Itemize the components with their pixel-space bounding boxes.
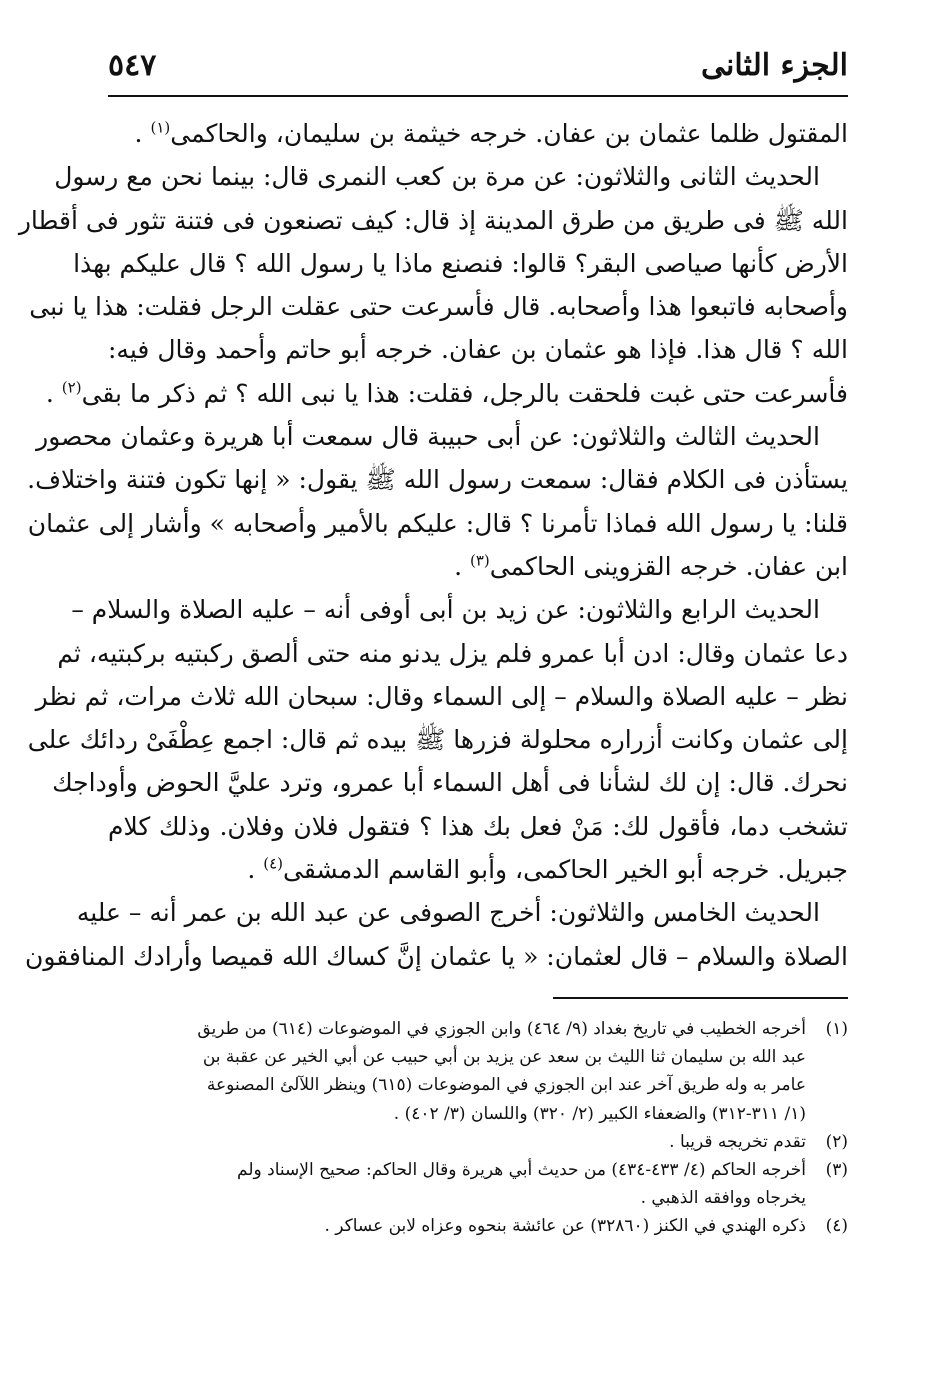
footnote-separator [553, 997, 848, 999]
footnote-text: تقدم تخريجه قريبا . [669, 1131, 806, 1152]
page-number: ٥٤٧ [108, 48, 157, 83]
text-line: تشخب دما، فأقول لك: مَنْ فعل بك هذا ؟ فتقول فلان وفلان. وذلك كلام [108, 811, 848, 841]
text-line: نظر – عليه الصلاة والسلام – إلى السماء وقال: سبحان الله ثلاث مرات، ثم نظر [35, 681, 848, 711]
footnote-ref: (٤) [263, 854, 284, 873]
footnote-4 [108, 1212, 848, 1240]
footnote-text: أخرجه الحاكم (٤/ ٤٣٣-٤٣٤) من حديث أبي هريرة وقال الحاكم: صحيح الإسناد ولم يخرجاه ووافقه الذهبي . [237, 1160, 806, 1209]
footnote-3 [108, 1156, 848, 1212]
text-line: الله ﷺ فى طريق من طرق المدينة إذ قال: كيف تصنعون فى فتنة تثور فى أقطار [18, 205, 848, 235]
text-line: دعا عثمان وقال: ادن أبا عمرو فلم يزل يدنو منه حتى ألصق ركبتيه بركبتيه، ثم [57, 638, 848, 668]
footnote-text: ذكره الهندي في الكنز (٣٢٨٦٠) عن عائشة بنحوه وعزاه لابن عساكر . [324, 1216, 806, 1237]
text-line: المقتول ظلما عثمان بن عفان. خرجه خيثمة بن سليمان، والحاكمى$^{(١)}$ . [134, 118, 848, 148]
footnote-number: (٤) [825, 1216, 848, 1237]
text-line: الله ؟ قال هذا. فإذا هو عثمان بن عفان. خرجه أبو حاتم وأحمد وقال فيه: [108, 335, 848, 365]
page-header [108, 44, 848, 92]
text-line: الأرض كأنها صياصى البقر؟ قالوا: فنصنع ماذا يا رسول الله ؟ قال عليكم بهذا [73, 248, 848, 278]
text-line: إلى عثمان وكانت أزراره محلولة فزرها ﷺ بيده ثم قال: اجمع عِطْفَىْ ردائك على [27, 725, 848, 755]
footnote-2 [108, 1128, 848, 1156]
text-line: نحرك. قال: إن لك لشأنا فى أهل السماء أبا عمرو، وترد عليَّ الحوض وأوداجك [52, 768, 848, 798]
text-line: جبريل. خرجه أبو الخير الحاكمى، وأبو القاسم الدمشقى$^{(٤)}$ . [247, 854, 848, 885]
text-line: الحديث الرابع والثلاثون: عن زيد بن أبى أوفى أنه – عليه الصلاة والسلام – [71, 595, 820, 625]
text-line: قلنا: يا رسول الله فماذا تأمرنا ؟ قال: عليكم بالأمير وأصحابه » وأشار إلى عثمان [27, 508, 848, 538]
footnote-number: (١) [825, 1019, 848, 1039]
text-line: الصلاة والسلام – قال لعثمان: « يا عثمان إنَّ كساك الله قميصا وأرادك المنافقون [24, 941, 848, 971]
main-text [18, 112, 848, 978]
text-line: الحديث الثانى والثلاثون: عن مرة بن كعب النمرى قال: بينما نحن مع رسول [54, 162, 820, 192]
footnote-ref: (٣) [469, 551, 490, 570]
text-line: فأسرعت حتى غبت فلحقت بالرجل، فقلت: هذا يا نبى الله ؟ ثم ذكر ما بقى$^{(٢)}$ . [45, 378, 848, 408]
text-line: الحديث الخامس والثلاثون: أخرج الصوفى عن عبد الله بن عمر أنه – عليه [76, 898, 820, 928]
footnote-text: أخرجه الخطيب في تاريخ بغداد (٩/ ٤٦٤) وابن الجوزي في الموضوعات (٦١٤) من طريق عبد الله بن سليمان ثنا الليث بن سعد عن يزيد بن أبي حبيب عن أبي الخير عن عقبة بن عامر به وله طريق آخر عند ابن الجوزي في الموضوعات (٦١٥) وينظر اللآلئ المصنوعة (١/ ٣١١-٣١٢) والضعفاء الكبير (٢/ ٣٢٠) واللسان (٣/ ٤٠٢) . [197, 1019, 806, 1124]
text-line: الحديث الثالث والثلاثون: عن أبى حبيبة قال سمعت أبا هريرة وعثمان محصور [36, 422, 820, 452]
text-line: ابن عفان. خرجه القزوينى الحاكمى$^{(٣)}$ . [454, 551, 848, 581]
footnote-number: (٢) [825, 1131, 848, 1152]
footnote-ref: (٢) [61, 378, 82, 397]
running-title: الجزء الثانى [701, 48, 848, 83]
text-line: يستأذن فى الكلام فقال: سمعت رسول الله ﷺ يقول: « إنها تكون فتنة واختلاف. [27, 465, 848, 495]
footnote-1 [108, 1015, 848, 1128]
text-line: وأصحابه فاتبعوا هذا وأصحابه. قال فأسرعت حتى عقلت الرجل فقلت: هذا يا نبى [29, 292, 848, 322]
footnote-number: (٣) [825, 1160, 848, 1181]
header-rule [108, 95, 848, 97]
footnotes [108, 1015, 848, 1241]
footnote-ref: (١) [150, 118, 171, 137]
